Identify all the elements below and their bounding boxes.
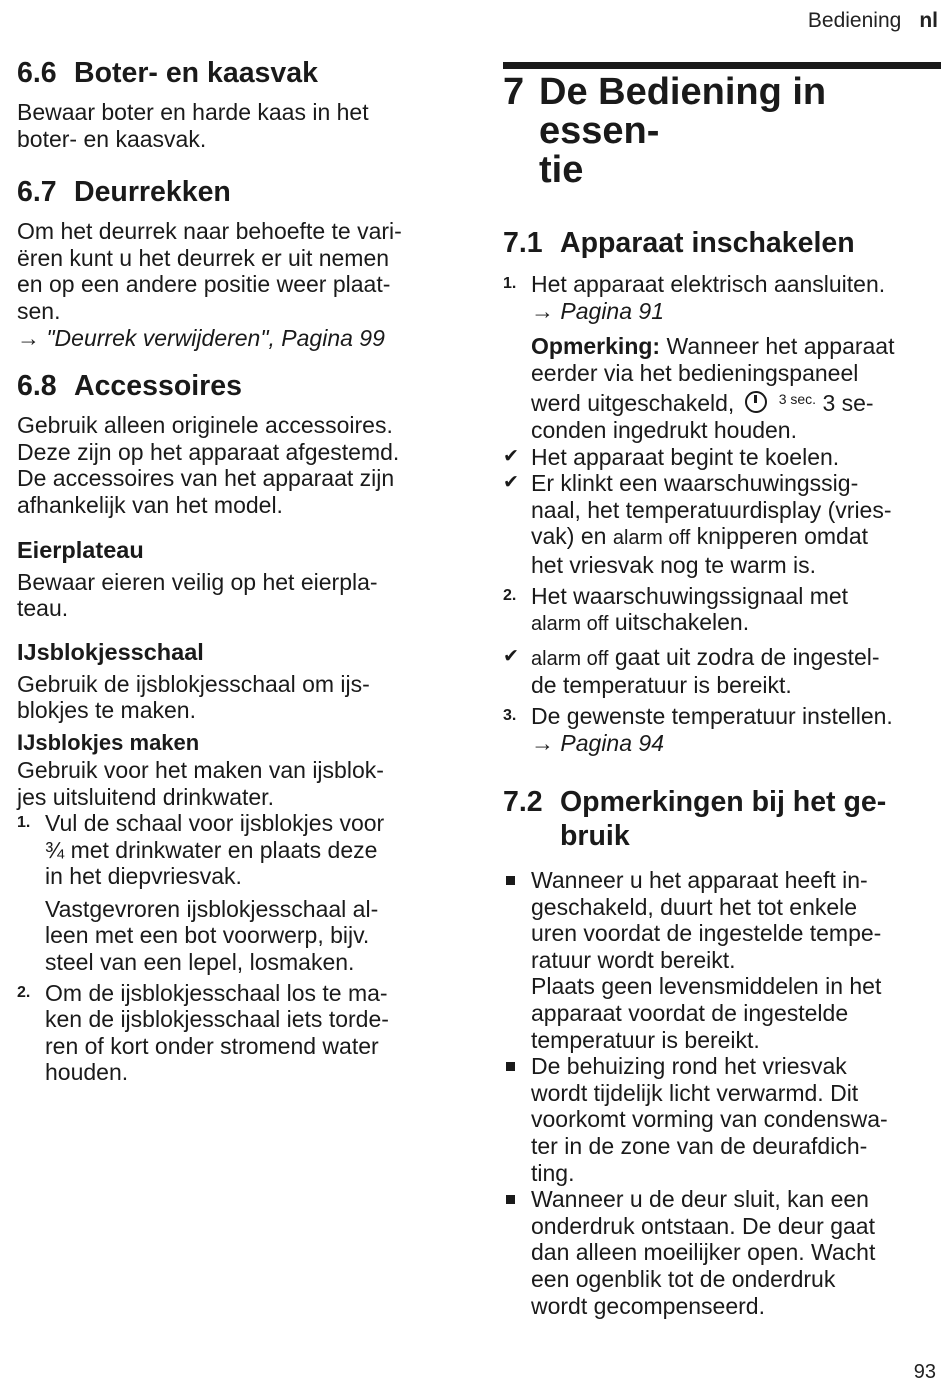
text-line: alarm off gaat uit zodra de ingestel- (531, 643, 880, 670)
section-title: Accessoires (74, 370, 242, 403)
alarm-off-label: alarm off (531, 647, 609, 670)
reference-text: Pagina 91 (560, 297, 664, 324)
text-line: een ogenblik tot de onderdruk (531, 1266, 836, 1292)
eierplateau-body (17, 569, 457, 622)
running-header (808, 9, 938, 33)
result-item (503, 444, 941, 471)
cross-reference[interactable] (531, 730, 893, 757)
text-line: teau. (17, 595, 69, 622)
text-line: apparaat voordat de ingestelde (531, 1000, 849, 1027)
result-item (503, 470, 941, 578)
step-item (503, 703, 941, 756)
text-line: de temperatuur is bereikt. (531, 672, 792, 699)
text-line: ratuur wordt bereikt. (531, 946, 736, 973)
text-line: en op een andere positie weer plaat- (17, 271, 391, 298)
checkmark-icon: ✔ (503, 472, 519, 494)
alarm-off-label: alarm off (531, 613, 609, 636)
note-block (503, 333, 941, 443)
page-number: 93 (913, 1361, 936, 1383)
arrow-right-icon: → (531, 297, 561, 324)
text-line: Deze zijn op het apparaat afgestemd. (17, 438, 400, 465)
text-line: De behuizing rond het vriesvak (531, 1053, 847, 1080)
step-number: 2. (17, 983, 31, 1001)
section-6-7-heading (17, 175, 457, 209)
step-number: 1. (17, 814, 31, 832)
text-line: Vastgevroren ijsblokjesschaal al- (45, 895, 379, 922)
text-line: Vul de schaal voor ijsblokjes voor (45, 810, 385, 837)
text-line: De Bediening in essen- (539, 71, 827, 152)
text-line: het vriesvak nog te warm is. (531, 551, 817, 578)
ijsblokjesschaal-heading: IJsblokjesschaal (17, 638, 204, 665)
alarm-off-label: alarm off (612, 527, 691, 550)
bullet-item (503, 1053, 941, 1186)
text-line: boter- en kaasvak. (17, 125, 207, 152)
text-line: blokjes te maken. (17, 697, 196, 724)
text-line: onderdruk ontstaan. De deur gaat (531, 1212, 875, 1239)
step-item (503, 271, 941, 324)
text-line: naal, het temperatuurdisplay (vries- (531, 496, 892, 523)
text-line: sen. (17, 297, 61, 324)
text-line: ¾ met drinkwater en plaats deze (45, 836, 378, 863)
cross-reference[interactable] (531, 298, 885, 325)
text-line: alarm off uitschakelen. (531, 609, 750, 636)
section-title: Boter- en kaasvak (74, 57, 318, 89)
text-line: Het apparaat elektrisch aansluiten. (531, 271, 886, 297)
text-line: voorkomt vorming van condenswa- (531, 1106, 888, 1133)
section-number: 6.6 (17, 57, 57, 89)
reference-text: Pagina 94 (560, 729, 664, 756)
text-line: dan alleen moeilijker open. Wacht (531, 1239, 876, 1266)
text-line: uren voordat de ingestelde tempe- (531, 920, 882, 947)
section-title: Apparaat inschakelen (560, 227, 855, 259)
text-line: Plaats geen levensmiddelen in het (531, 973, 882, 1000)
text-line: jes uitsluitend drinkwater. (17, 783, 274, 810)
text-line: in het diepvriesvak. (45, 863, 242, 890)
cross-reference[interactable] (17, 325, 457, 352)
text-line: tie (539, 149, 584, 191)
text-line: ter in de zone van de deurafdich- (531, 1133, 868, 1160)
text-line: afhankelijk van het model. (17, 491, 283, 518)
section-number: 6.7 (17, 176, 57, 209)
text-line: Opmerking: Wanneer het apparaat (531, 333, 895, 360)
arrow-right-icon: → (531, 729, 561, 756)
bullet-item (503, 1186, 941, 1319)
bullet-item (503, 867, 941, 1053)
seconds-label: 3 sec. (778, 391, 817, 408)
text-line: De accessoires van het apparaat zijn (17, 465, 395, 492)
header-language: nl (919, 9, 938, 32)
text-line: Om het deurrek naar behoefte te vari- (17, 218, 402, 245)
ijsblokjesschaal-body (17, 671, 457, 724)
section-7-2-heading (503, 785, 941, 853)
step-item (17, 810, 457, 890)
text-line: Bewaar boter en harde kaas in het (17, 99, 369, 125)
section-number: 7.1 (503, 227, 543, 259)
section-number: 7.2 (503, 786, 543, 819)
section-7-1-heading (503, 226, 941, 260)
power-button-icon (745, 391, 767, 413)
section-6-8-heading (17, 369, 457, 403)
result-item (503, 644, 941, 699)
text-line: steel van een lepel, losmaken. (45, 949, 355, 976)
right-column (503, 62, 941, 1319)
text-line: Het apparaat begint te koelen. (531, 443, 840, 470)
square-bullet-icon (503, 867, 531, 1053)
header-section: Bediening (807, 9, 902, 32)
square-bullet-icon (503, 1186, 531, 1319)
section-6-6-body (17, 99, 457, 152)
step-item (503, 583, 941, 638)
text-line: Gebruik de ijsblokjesschaal om ijs- (17, 670, 370, 697)
step-number: 3. (503, 706, 517, 724)
text-line: Wanneer u het apparaat heeft in- (531, 867, 868, 894)
text-line: wordt tijdelijk licht verwarmd. Dit (531, 1079, 859, 1106)
text-line: eerder via het bedieningspaneel (531, 359, 859, 386)
step-continuation (17, 896, 457, 976)
text-line: Om de ijsblokjesschaal los te ma- (45, 979, 388, 1006)
ijsblokjes-maken-body (17, 757, 457, 810)
text-line: ken de ijsblokjesschaal iets torde- (45, 1006, 389, 1033)
text-line: geschakeld, duurt het tot enkele (531, 893, 858, 920)
step-number: 1. (503, 275, 517, 292)
chapter-number: 7 (503, 71, 525, 113)
section-number: 6.8 (17, 370, 57, 403)
text-line: wordt gecompenseerd. (531, 1292, 765, 1319)
note-label: Opmerking: (531, 333, 661, 360)
chapter-title (503, 73, 941, 190)
text-line: temperatuur is bereikt. (531, 1026, 760, 1053)
text-line: Wanneer u de deur sluit, kan een (531, 1186, 869, 1213)
square-bullet-icon (503, 1053, 531, 1186)
text-line: Er klinkt een waarschuwingssig- (531, 470, 859, 497)
text-line: De gewenste temperatuur instellen. (531, 702, 893, 729)
ijsblokjes-maken-heading: IJsblokjes maken (17, 729, 200, 755)
text-line: Bewaar eieren veilig op het eierpla- (17, 568, 378, 595)
eierplateau-heading: Eierplateau (17, 536, 144, 563)
step-number: 2. (503, 586, 517, 604)
text-line: werd uitgeschakeld, $^{3 sec.}$ 3 se- (531, 390, 874, 417)
checkmark-icon: ✔ (503, 445, 519, 467)
arrow-right-icon: → (17, 324, 47, 351)
section-title: Opmerkingen bij het ge- (560, 786, 887, 819)
section-6-7-body (17, 218, 457, 351)
left-column (17, 56, 457, 1086)
text-line: houden. (45, 1059, 129, 1086)
step-item (17, 980, 457, 1086)
section-title: bruik (560, 820, 630, 853)
checkmark-icon: ✔ (503, 645, 519, 667)
text-line: conden ingedrukt houden. (531, 416, 797, 443)
text-line: Het waarschuwingssignaal met (531, 582, 849, 609)
text-line: vak) en alarm off knipperen omdat (531, 523, 869, 550)
section-title: Deurrekken (74, 176, 231, 209)
section-6-6-heading (17, 56, 457, 90)
chapter-7-header (503, 62, 941, 190)
text-line: leen met een bot voorwerp, bijv. (45, 922, 370, 949)
text-line: ting. (531, 1159, 575, 1186)
text-line: Gebruik voor het maken van ijsblok- (17, 756, 384, 783)
reference-text: "Deurrek verwijderen", Pagina 99 (46, 324, 385, 351)
section-6-8-body (17, 412, 457, 518)
text-line: ëren kunt u het deurrek er uit nemen (17, 244, 390, 271)
text-line: ren of kort onder stromend water (45, 1032, 379, 1059)
text-line: Gebruik alleen originele accessoires. (17, 412, 393, 439)
